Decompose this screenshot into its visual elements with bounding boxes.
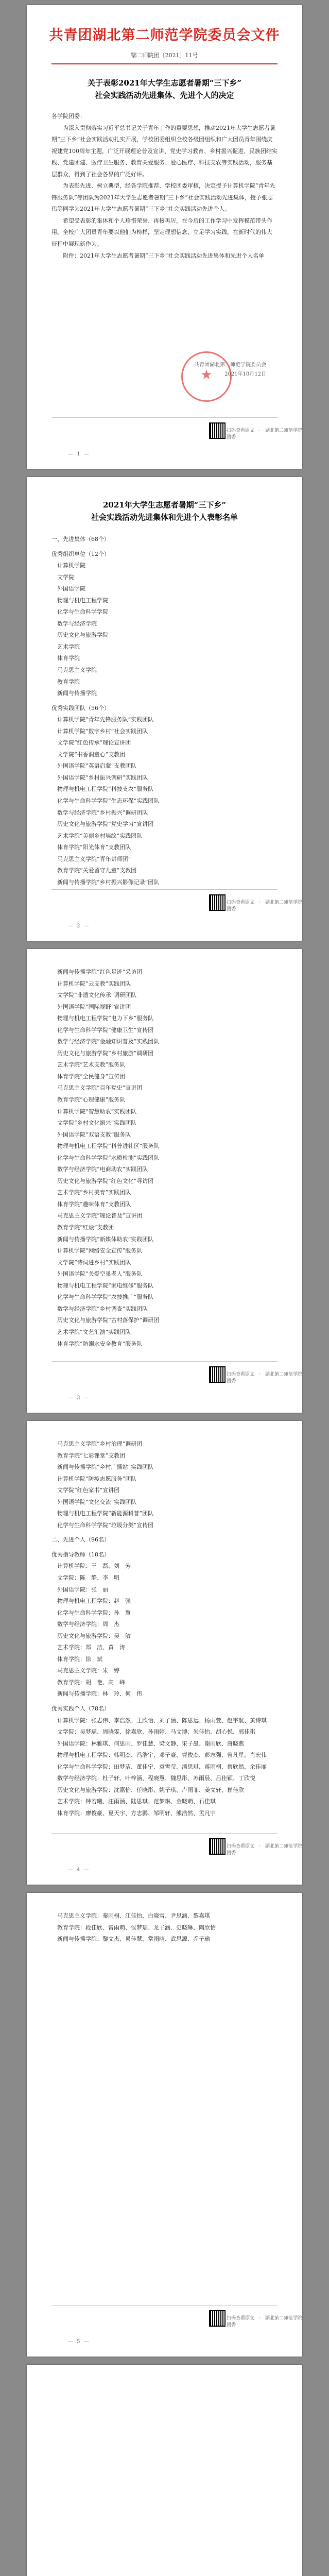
page-number: — 5 — [68,2339,90,2345]
list-entry: 教育学院：段佳欣、雷雨萌、侯梦瑶、龙子涵、史晓琳、陶欣怡 [57,1924,216,1931]
list-entry: 数学与经济学院“金融知识普及”实践团队 [57,1038,160,1045]
list-entry: 数学与经济学院：杜子轩、叶梓涵、程晓慧、魏思彤、苏雨晨、吕佳颖、丁欣悦 [57,1775,255,1782]
footer-divider [51,1361,278,1362]
list-entry: 外国语学院“乡村振兴调研”实践团队 [57,774,148,781]
section-heading: 优秀实践个人（78名） [51,1705,110,1713]
list-entry: 艺术学院“艺术支教”服务队 [57,1061,126,1069]
list-entry: 计算机学院“网络安全宣传”服务队 [57,1247,143,1255]
document-header-title: 共青团湖北第二师范学院委员会文件 [49,27,280,43]
list-entry: 物理与机电工程学院：韩明杰、冯浩宇、邓子豪、曹俊杰、彭志强、曾凡星、肖宏伟 [57,1752,267,1759]
list-entry: 计算机学院“青年先锋服务队”实践团队 [57,716,154,723]
list-column [27,2365,302,2576]
list-entry: 计算机学院“数字乡村”社会实践团队 [57,727,148,735]
list-entry: 计算机学院“智慧助农”实践团队 [57,1108,137,1115]
list-entry: 艺术学院“文艺汇演”实践团队 [57,1328,131,1335]
list-entry: 艺术学院：郑 洁、黄 涛 [57,1644,125,1651]
qr-code-icon[interactable] [209,894,226,911]
notice-title: 关于表彰2021年大学生志愿者暑期“三下乡” 社会实践活动先进集体、先进个人的决定 [87,78,241,100]
signature-block [194,361,266,379]
paragraph: 希望受表彰的集体和个人珍惜荣誉、再接再厉，在今后的工作学习中发挥模范带头作用。全校广大团员青年要以他们为榜样，坚定理想信念，立足学习实践，在新时代的伟大征程中展现新作为。 [51,217,272,248]
list-entry: 马克思主义学院“乡村治理”调研团 [57,1440,143,1447]
list-entry: 新闻与传播学院：黎文杰、易佳慧、常雨晴、武思源、乔子瑜 [57,1936,210,1943]
list-entry: 数学与经济学院“乡村调查”实践团队 [57,1305,148,1312]
qr-label: 扫码查看原文 · 湖北第二师范学院团委 [227,1844,302,1856]
list-entry: 历史文化与旅游学院 [57,632,108,639]
list-entry: 文学院“诗词进乡村”实践团队 [57,1259,131,1266]
page-6 [27,2365,302,2576]
list-entry: 新闻与传播学院：林 玲、何 伟 [57,1690,142,1698]
list-entry: 文学院“书香润童心”支教团 [57,751,126,758]
list-entry: 计算机学院“防疫志愿服务”团队 [57,1475,137,1482]
list-entry: 历史文化与旅游学院“乡村旅游”调研团 [57,1049,154,1057]
list-entry: 新闻与传播学院“乡村广播站”实践团队 [57,1464,154,1471]
list-entry: 物理与机电工程学院“新能源科普”团队 [57,1510,154,1517]
list-entry: 文学院 [57,573,74,581]
list-entry: 马克思主义学院“百年党史”宣讲团 [57,1084,143,1092]
list-entry: 体育学院：廖俊豪、夏天宇、方志鹏、邹明轩、熊浩然、孟凡宇 [57,1809,216,1817]
page-1 [27,5,302,469]
notice-body [27,101,302,262]
section-heading: 优秀组织单位（12个） [51,550,110,557]
list-entry: 教育学院 [57,678,80,685]
list-title: 2021年大学生志愿者暑期“三下乡” 社会实践活动先进集体和先进个人表彰名单 [91,500,238,522]
page-3 [27,949,302,1413]
list-entry: 外国语学院：林雅琪、何思雨、罗佳慧、梁文静、宋子墨、谢雨欣、唐晓燕 [57,1740,244,1747]
page-2 [27,477,302,941]
list-entry: 艺术学院“美丽乡村墙绘”实践团队 [57,832,143,839]
list-entry: 物理与机电工程学院“家电维修”服务队 [57,1282,154,1289]
list-entry: 物理与机电工程学院：赵 强 [57,1598,131,1605]
list-entry: 计算机学院 [57,562,85,569]
signature-date: 2021年10月12日 [224,371,266,377]
list-entry: 文学院：陈 静、李 明 [57,1574,119,1582]
section-heading: 优秀实践团队（56个） [51,704,110,711]
list-entry: 计算机学院：张志伟、李浩然、王欣怡、刘子涵、陈思远、杨雨萱、赵宇航、黄诗琪 [57,1717,267,1724]
list-entry: 艺术学院：钟若曦、汪雨涵、陆思琪、范梦琳、金晓萌、石佳琪 [57,1798,216,1805]
list-entry: 外国语学院 [57,585,85,592]
section-heading: 二、先进个人（96名） [51,1536,110,1544]
paragraph: 为表彰先进、树立典型，经各学院推荐、学校团委审核，决定授予计算机学院“青年先锋服务队”等团队为2021年大学生志愿者暑期“三下乡”社会实践活动先进集体，授予张志伟等同学为2021年大学生志愿者暑期“三下乡”社会实践活动先进个人。 [51,182,275,213]
list-entry: 马克思主义学院“青年讲师团” [57,855,131,862]
list-entry: 外国语学院“文化交流”实践团队 [57,1498,137,1505]
list-entry: 马克思主义学院：秦雨桐、江佳怡、白晓雪、尹思涵、黎嘉琪 [57,1912,210,1919]
list-entry: 体育学院“防溺水安全教育”服务队 [57,1340,143,1347]
list-entry: 历史文化与旅游学院“党史学习”宣讲团 [57,821,154,828]
page-number: — 4 — [68,1867,90,1873]
list-entry: 文学院：吴梦瑶、周晓雯、徐嘉欣、孙雨婷、马文博、朱佳怡、胡心悦、郭佳琪 [57,1728,255,1736]
signature-org: 共青团湖北第二师范学院委员会 [194,362,266,368]
list-column [27,949,302,1358]
list-entry: 体育学院“全民健身”宣传团 [57,1073,126,1080]
list-entry: 化学与生命科学学院“健康卫生”宣传团 [57,1026,154,1033]
qr-label: 扫码查看原文 · 湖北第二师范学院团委 [227,428,302,440]
list-entry: 文学院“乡村文化振兴”实践团队 [57,1120,137,1127]
page-4 [27,1421,302,1885]
list-entry: 历史文化与旅游学院：吴 敏 [57,1632,131,1639]
list-entry: 文学院“非遗文化传承”调研团队 [57,992,137,999]
list-entry: 体育学院“趣味体育”支教团队 [57,1200,131,1208]
qr-code-icon[interactable] [209,2310,226,2327]
list-entry: 数学与经济学院“电商助农”实践团队 [57,1166,148,1173]
list-entry: 新闻与传播学院“红色足迹”采访团 [57,969,143,975]
list-entry: 外国语学院：张 丽 [57,1586,108,1593]
list-entry: 教育学院“心理健康”服务队 [57,1096,126,1104]
list-entry: 计算机学院：王 磊、刘 芳 [57,1563,131,1570]
list-entry: 数学与经济学院 [57,620,97,627]
list-entry: 数学与经济学院“乡村振兴”调研团队 [57,809,148,816]
qr-code-icon[interactable] [209,1366,226,1383]
section-heading: 优秀指导教师（18名） [51,1551,110,1558]
attachment-note: 附件：2021年大学生志愿者暑期“三下乡”社会实践活动先进集体和先进个人名单 [63,252,265,259]
footer-divider [51,2305,278,2306]
qr-label: 扫码查看原文 · 湖北第二师范学院团委 [227,2316,302,2328]
list-entry: 化学与生命科学学院“水质检测”实践团队 [57,1154,160,1161]
footer-divider [51,889,278,890]
official-seal: ★ [181,351,232,402]
list-entry: 物理与机电工程学院 [57,597,108,604]
list-column [27,1421,302,1830]
document-number: 鄂二师院团〔2021〕11号 [131,52,198,59]
footer-divider [51,417,278,418]
list-entry: 体育学院“阳光体育”支教团队 [57,844,131,851]
list-entry: 历史文化与旅游学院“红色文化”寻访团 [57,1177,154,1184]
paragraph: 为深入贯彻落实习近平总书记关于青年工作的重要思想，推动2021年大学生志愿者暑期“三下乡”社会实践活动扎实开展，学校团委组织全校各级团组织和广大团员青年围绕庆祝建党100周年主题，广泛开展理论普及宣讲、党史学习教育、乡村振兴促进、民族团结实践、党建团建、医疗卫生服务、教育关爱服务、爱心医疗、科技支农等实践活动，服务基层群众，得到了社会各界的广泛好评。 [51,124,278,178]
list-entry: 文学院“红色传承”理论宣讲团 [57,739,131,747]
list-entry: 化学与生命科学学院：田梦洁、董佳宁、袁雪莹、潘思琪、蒋雨桐、蔡欣然、余佳丽 [57,1763,267,1770]
list-entry: 体育学院 [57,655,80,662]
list-entry: 新闻与传播学院 [57,690,97,697]
list-entry: 化学与生命科学学院“垃圾分类”宣传团 [57,1521,154,1529]
list-column [27,1893,302,2302]
list-entry: 艺术学院“乡村美育”实践团队 [57,1189,131,1196]
qr-code-icon[interactable] [209,422,226,439]
list-entry: 文学院“红色家书”宣讲团 [57,1487,120,1494]
list-entry: 化学与生命科学学院：孙 慧 [57,1609,131,1616]
list-entry: 教育学院“关爱留守儿童”支教团 [57,867,137,874]
list-entry: 外国语学院“国际视野”宣讲团 [57,1003,131,1010]
list-entry: 体育学院：徐 斌 [57,1655,102,1663]
list-entry: 外国语学院“英语启蒙”支教团队 [57,762,137,770]
list-entry: 化学与生命科学学院“生态环保”实践团队 [57,798,160,805]
list-entry: 马克思主义学院“理论普及”宣讲团 [57,1212,143,1219]
list-entry: 外国语学院“关爱空巢老人”服务队 [57,1270,143,1278]
section-heading: 一、先进集体（68个） [51,536,110,543]
list-entry: 物理与机电工程学院“科普进社区”服务队 [57,1143,160,1150]
list-entry: 教育学院“红烛”支教团 [57,1224,114,1231]
list-entry: 马克思主义学院 [57,667,97,674]
list-entry: 新闻与传播学院“新媒体助农”实践团队 [57,1235,154,1243]
list-entry: 数学与经济学院：周 杰 [57,1621,119,1628]
list-entry: 新闻与传播学院“乡村振兴影像记录”团队 [57,878,160,886]
salutation: 各学院团委： [51,113,85,120]
list-entry: 物理与机电工程学院“电力下乡”服务队 [57,1015,154,1022]
qr-label: 扫码查看原文 · 湖北第二师范学院团委 [227,900,302,912]
red-divider [51,63,278,64]
list-entry: 教育学院“七彩课堂”支教团 [57,1452,126,1459]
list-entry: 化学与生命科学学院 [57,608,108,616]
list-column [27,531,302,891]
list-entry: 历史文化与旅游学院：沈嘉怡、任晓彤、姚子琪、卢雨菲、姜文轩、崔佳欣 [57,1786,244,1793]
list-entry: 物理与机电工程学院“科技支农”服务队 [57,786,154,793]
page-number: — 2 — [68,923,90,929]
qr-code-icon[interactable] [209,1838,226,1855]
list-entry: 马克思主义学院：朱 婷 [57,1667,119,1674]
list-entry: 化学与生命科学学院“农技推广”服务队 [57,1294,154,1301]
page-5 [27,1893,302,2357]
list-entry: 教育学院：胡 艳、高 峰 [57,1679,125,1686]
list-entry: 计算机学院“云支教”实践团队 [57,980,131,987]
list-entry: 历史文化与旅游学院“古村落保护”调研团 [57,1317,160,1324]
page-number: — 3 — [68,1395,90,1401]
list-entry: 艺术学院 [57,643,80,650]
list-entry: 外国语学院“双语支教”服务队 [57,1131,131,1138]
qr-label: 扫码查看原文 · 湖北第二师范学院团委 [227,1372,302,1384]
footer-divider [51,1833,278,1834]
page-number: — 1 — [68,451,90,457]
